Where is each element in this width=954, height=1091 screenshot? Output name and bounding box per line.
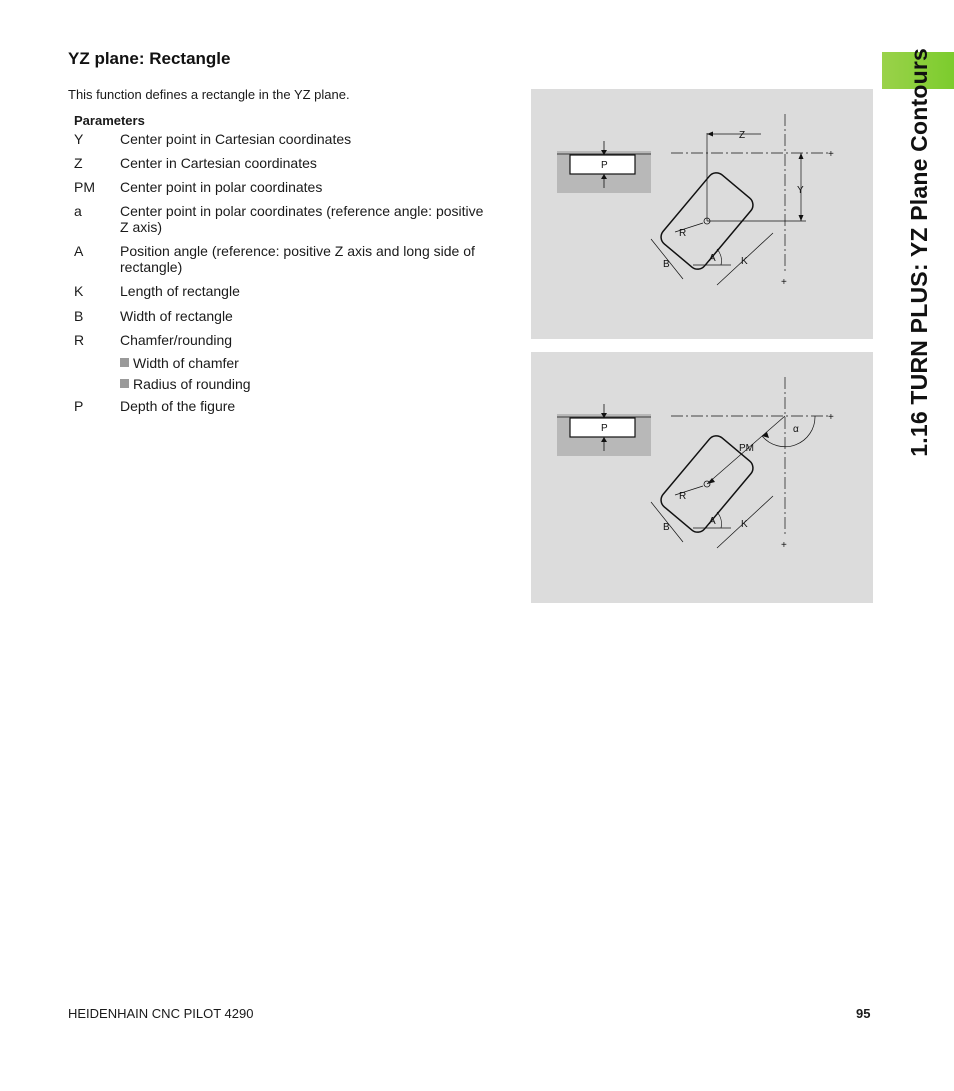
plus-icon: + (781, 277, 787, 288)
footer-product: HEIDENHAIN CNC PILOT 4290 (68, 1006, 254, 1021)
param-key: B (74, 308, 84, 324)
list-item (120, 352, 494, 373)
param-desc: Width of rectangle (120, 308, 233, 324)
param-desc: Length of rectangle (120, 283, 240, 299)
param-row-a-upper (74, 243, 494, 275)
param-key: Y (74, 131, 84, 147)
label-pm: PM (739, 443, 754, 454)
label-r: R (679, 228, 687, 239)
param-row-y (74, 131, 494, 147)
label-a: A (709, 516, 716, 527)
param-row-pm (74, 179, 494, 195)
param-key: Z (74, 155, 83, 171)
param-row-p (74, 398, 494, 414)
list-item (120, 373, 494, 394)
parameters-heading: Parameters (74, 113, 145, 128)
diagram-cartesian (531, 89, 873, 339)
label-z: Z (739, 130, 746, 141)
param-desc: Center point in polar coordinates (reference angle: positive Z axis) (120, 203, 484, 235)
param-key: a (74, 203, 82, 219)
chapter-title-vertical (906, 48, 933, 457)
param-row-b (74, 308, 494, 324)
chapter-title: 1.16 TURN PLUS: YZ Plane Contours (906, 48, 932, 457)
label-p: P (601, 160, 608, 171)
label-alpha: α (793, 424, 799, 435)
intro-text: This function defines a rectangle in the YZ plane. (68, 87, 350, 102)
param-key: PM (74, 179, 95, 195)
plus-icon: + (828, 412, 834, 423)
label-a: A (709, 253, 716, 264)
param-key: K (74, 283, 84, 299)
param-desc: Center point in polar coordinates (120, 179, 323, 195)
alpha-arc (762, 416, 815, 447)
arrow-icon (799, 153, 804, 159)
figure-cartesian (531, 89, 873, 339)
label-b: B (663, 259, 670, 270)
param-desc-text: Chamfer/rounding (120, 332, 233, 348)
figure-polar (531, 352, 873, 603)
section-title: YZ plane: Rectangle (68, 49, 231, 68)
param-desc: Depth of the figure (120, 398, 236, 414)
arrow-icon (707, 132, 713, 137)
page-number: 95 (856, 1006, 871, 1021)
arrow-icon (799, 215, 804, 221)
square-bullet-icon (120, 358, 129, 367)
param-key: P (74, 398, 84, 414)
param-sub-list (120, 352, 494, 394)
parameter-list (74, 131, 494, 414)
param-key: A (74, 243, 84, 259)
plus-icon: + (828, 149, 834, 160)
label-b: B (663, 522, 670, 533)
param-key: R (74, 332, 85, 348)
param-desc: Position angle (reference: positive Z axis and long side of rectangle) (120, 243, 475, 275)
sub-item-text: Width of chamfer (133, 354, 239, 371)
plus-icon: + (781, 540, 787, 551)
label-r: R (679, 491, 687, 502)
param-desc: Center point in Cartesian coordinates (120, 131, 352, 147)
square-bullet-icon (120, 379, 129, 388)
param-row-k (74, 283, 494, 299)
sub-item-text: Radius of rounding (133, 375, 251, 392)
label-y: Y (797, 185, 804, 196)
label-k: K (741, 519, 748, 530)
param-row-r (74, 332, 494, 394)
diagram-polar (531, 352, 873, 603)
param-desc: Center in Cartesian coordinates (120, 155, 317, 171)
param-row-a-lower (74, 203, 494, 235)
param-row-z (74, 155, 494, 171)
label-p: P (601, 423, 608, 434)
param-desc (120, 332, 494, 394)
label-k: K (741, 256, 748, 267)
